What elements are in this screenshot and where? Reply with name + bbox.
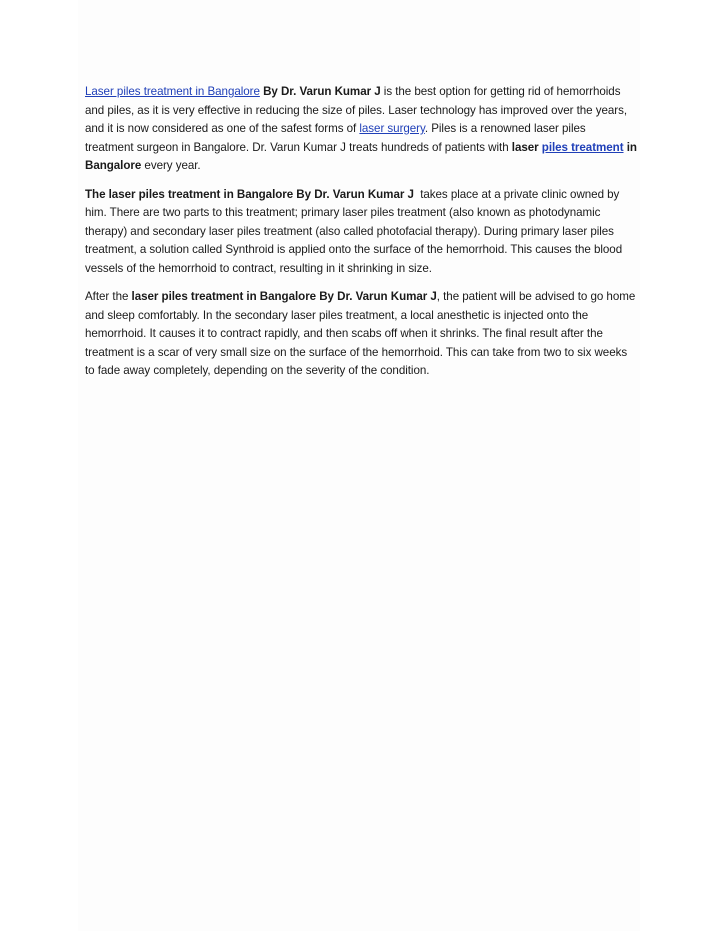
paragraph-3-bold: laser piles treatment in Bangalore By Dr. Varun Kumar J [131, 290, 437, 303]
paragraph-1-text-3: every year. [144, 159, 201, 172]
laser-bold: laser [511, 140, 539, 154]
paragraph-3 [85, 288, 637, 381]
paragraph-2-text: takes place at a private clinic owned by him. There are two parts to this treatment; primary laser piles treatment (also known as photodynamic therapy) and secondary laser piles treatment (also called photofacial therapy). During primary laser piles treatment, a solution called Synthroid is applied onto the surface of the hemorrhoid. This causes the blood vessels of the hemorrhoid to contract, resulting in it shrinking in size. [85, 187, 623, 275]
paragraph-2 [85, 186, 637, 279]
paragraph-3-text-2: , the patient will be advised to go home and sleep comfortably. In the secondary laser piles treatment, a local anesthetic is injected onto the hemorrhoid. It causes it to contract rapidly, and then scabs off when it shrinks. The final result after the treatment is a scar of very small size on the surface of the hemorrhoid. This can take from two to six weeks to fade away completely, depending on the severity of the condition. [85, 290, 636, 377]
paragraph-1 [85, 83, 637, 176]
doctor-name-bold: By Dr. Varun Kumar J [263, 85, 381, 98]
paragraph-3-text-1: After the [85, 290, 129, 303]
piles-treatment-link[interactable]: piles treatment [541, 140, 624, 154]
laser-piles-treatment-link[interactable]: Laser piles treatment in Bangalore [85, 85, 260, 98]
in-bangalore-bold: in Bangalore [85, 140, 637, 172]
document-body [85, 83, 637, 391]
paragraph-1-text-1: is the best option for getting rid of hemorrhoids and piles, as it is very effective in reducing the size of piles. Laser technology has improved over the years, and it is now considered as one of the safest forms of [85, 85, 628, 135]
paragraph-1-text-2: . Piles is a renowned laser piles treatment surgeon in Bangalore. Dr. Varun Kumar J treats hundreds of patients with [85, 122, 586, 154]
laser-surgery-link[interactable]: laser surgery [359, 122, 425, 135]
paragraph-2-bold: The laser piles treatment in Bangalore By Dr. Varun Kumar J [85, 187, 414, 201]
